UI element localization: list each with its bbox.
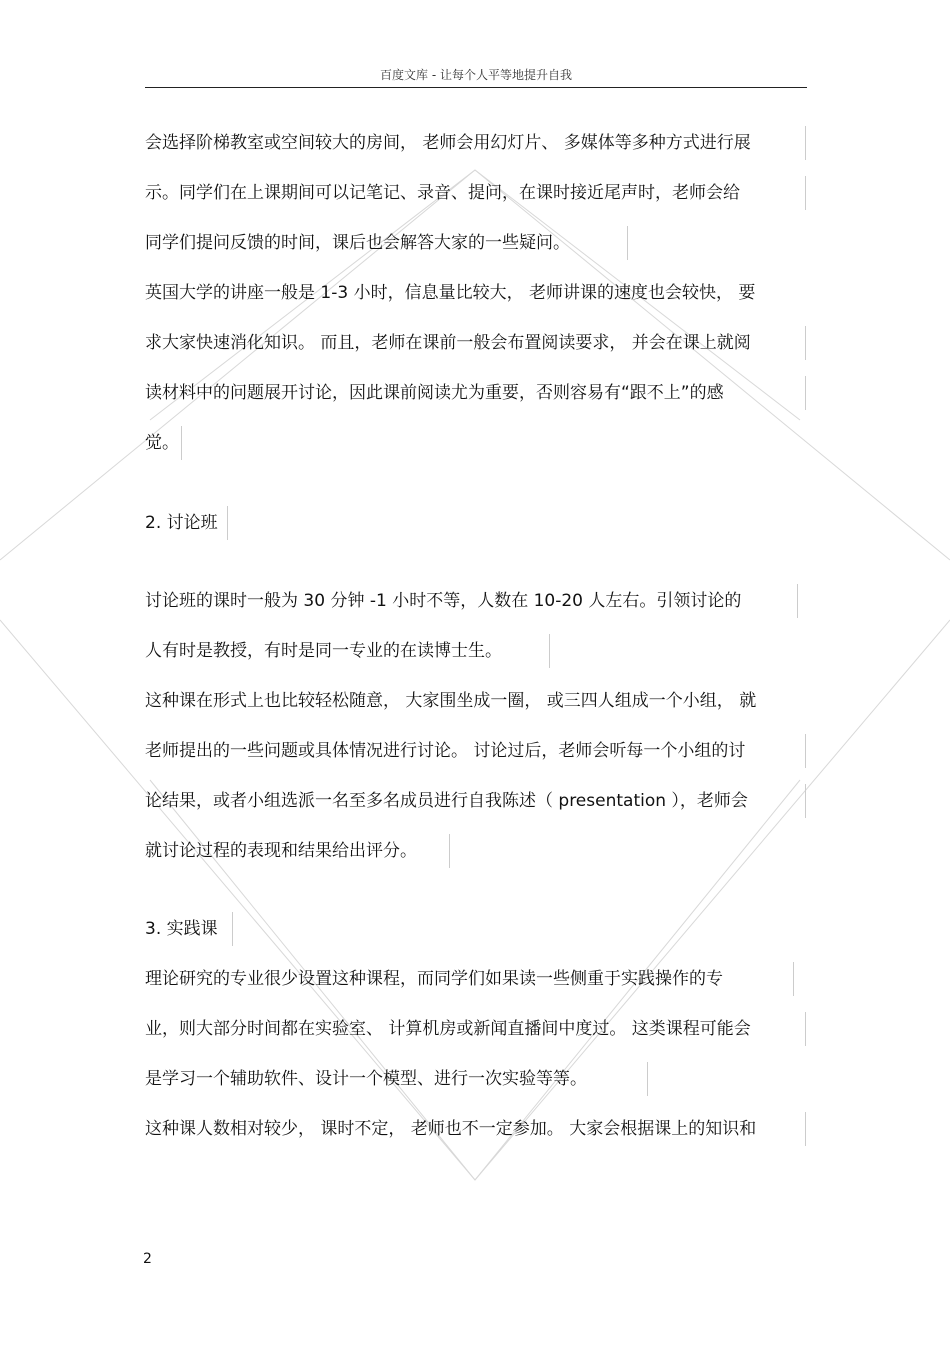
text-box-edge <box>145 584 798 618</box>
text-box-edge <box>145 1112 806 1146</box>
text-box-edge <box>145 1062 648 1096</box>
paragraph-5-line-3: 是学习一个辅助软件、设计一个模型、进行一次实验等等。 <box>145 1069 587 1089</box>
text-box-edge <box>145 506 228 540</box>
paragraph-6-line-1: 这种课人数相对较少， 课时不定， 老师也不一定参加。 大家会根据课上的知识和 <box>145 1119 757 1139</box>
page-number: 2 <box>143 1251 152 1267</box>
paragraph-4-line-3: 论结果，或者小组选派一名至多名成员进行自我陈述（ presentation ），老师会 <box>145 791 748 811</box>
text-box-edge <box>145 426 182 460</box>
text-box-edge <box>145 226 628 260</box>
paragraph-1-line-1: 会选择阶梯教室或空间较大的房间， 老师会用幻灯片、 多媒体等多种方式进行展 <box>145 133 751 153</box>
paragraph-5-line-2: 业，则大部分时间都在实验室、 计算机房或新闻直播间中度过。 这类课程可能会 <box>145 1019 751 1039</box>
page-header: 百度文库 - 让每个人平等地提升自我 <box>380 68 572 82</box>
text-box-edge <box>145 1012 806 1046</box>
paragraph-1-line-2: 示。同学们在上课期间可以记笔记、录音、提问，在课时接近尾声时，老师会给 <box>145 183 740 203</box>
text-box-edge <box>145 176 806 210</box>
paragraph-5-line-1: 理论研究的专业很少设置这种课程，而同学们如果读一些侧重于实践操作的专 <box>145 969 723 989</box>
paragraph-2-line-2: 求大家快速消化知识。 而且，老师在课前一般会布置阅读要求， 并会在课上就阅 <box>145 333 751 353</box>
paragraph-1-line-3: 同学们提问反馈的时间，课后也会解答大家的一些疑问。 <box>145 233 570 253</box>
text-box-edge <box>145 912 233 946</box>
text-box-edge <box>145 962 794 996</box>
text-box-edge <box>145 326 806 360</box>
text-box-edge <box>145 634 550 668</box>
header-divider <box>145 87 807 88</box>
paragraph-2-line-1: 英国大学的讲座一般是 1-3 小时，信息量比较大， 老师讲课的速度也会较快， 要 <box>145 283 756 303</box>
paragraph-2-line-3: 读材料中的问题展开讨论，因此课前阅读尤为重要，否则容易有“跟不上”的感 <box>145 383 724 403</box>
text-box-edge <box>145 734 806 768</box>
text-box-edge <box>145 784 806 818</box>
paragraph-4-line-2: 老师提出的一些问题或具体情况进行讨论。 讨论过后，老师会听每一个小组的讨 <box>145 741 746 761</box>
paragraph-4-line-1: 这种课在形式上也比较轻松随意， 大家围坐成一圈， 或三四人组成一个小组， 就 <box>145 691 757 711</box>
paragraph-2-line-4: 觉。 <box>145 433 179 453</box>
section-heading-2: 2. 讨论班 <box>145 513 218 533</box>
paragraph-3-line-1: 讨论班的课时一般为 30 分钟 -1 小时不等，人数在 10-20 人左右。引领讨论的 <box>145 591 742 611</box>
section-heading-3: 3. 实践课 <box>145 919 218 939</box>
paragraph-3-line-2: 人有时是教授，有时是同一专业的在读博士生。 <box>145 641 502 661</box>
text-box-edge <box>145 376 806 410</box>
text-box-edge <box>145 126 806 160</box>
paragraph-4-line-4: 就讨论过程的表现和结果给出评分。 <box>145 841 417 861</box>
text-box-edge <box>145 834 450 868</box>
